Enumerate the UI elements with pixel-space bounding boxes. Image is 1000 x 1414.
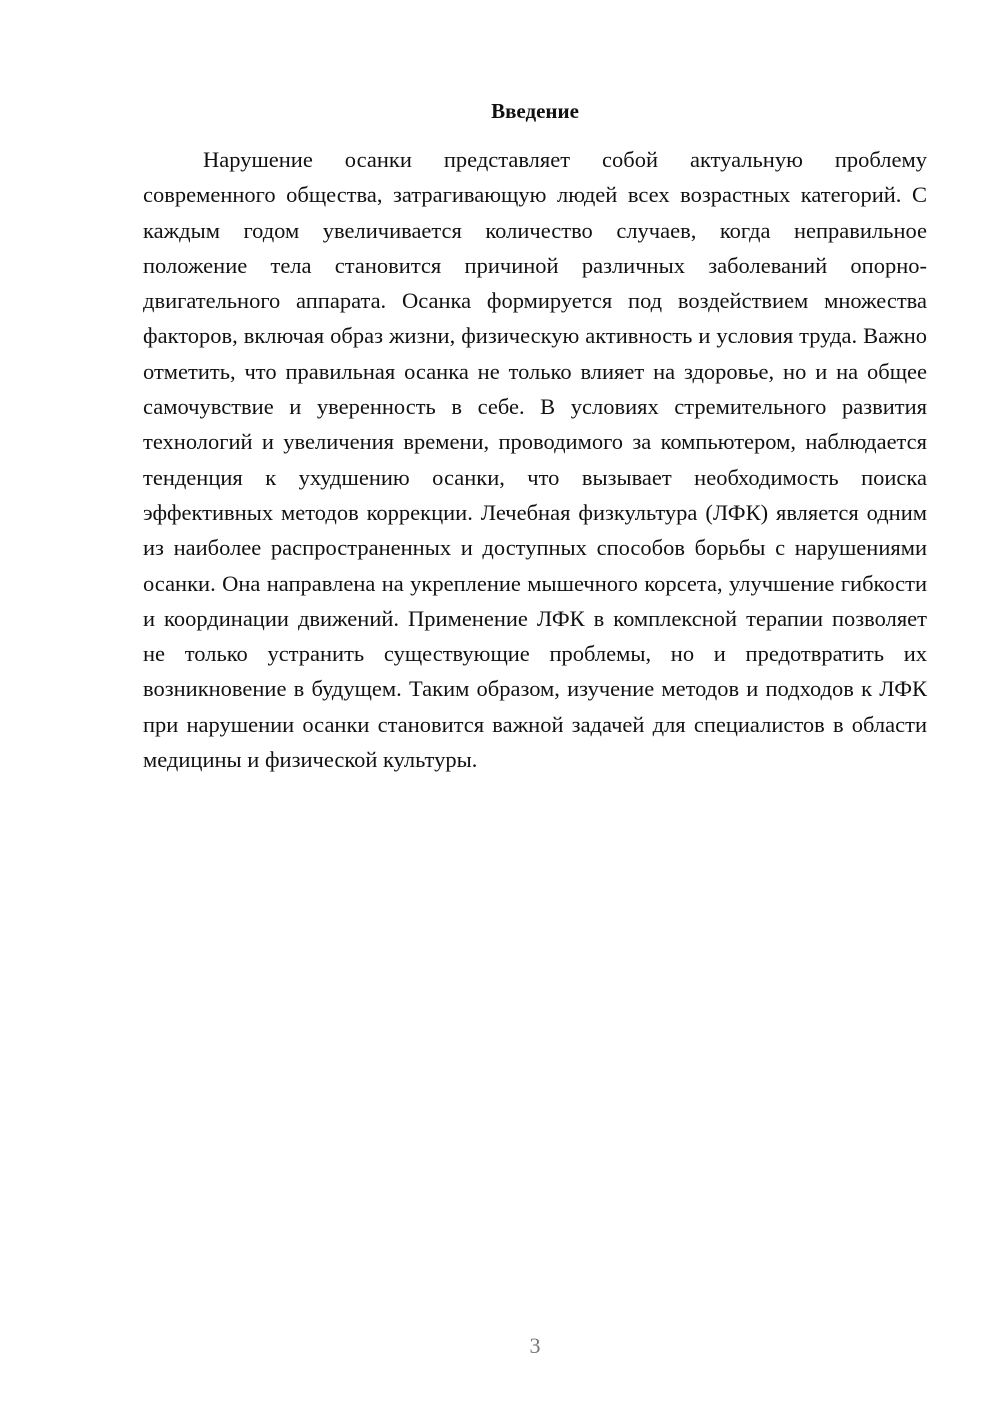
body-paragraph: Нарушение осанки представляет собой актуальную проблему современного общества, затрагивающую людей всех возрастных категорий. С каждым годом увеличивается количество случаев, когда неправильное положение тела становится причиной различных заболеваний опорно-двигательного аппарата. Осанка формируется под воздействием множества факторов, включая образ жизни, физическую активность и условия труда. Важно отметить, что правильная осанка не только влияет на здоровье, но и на общее самочувствие и уверенность в себе. В условиях стремительного развития технологий и увеличения времени, проводимого за компьютером, наблюдается тенденция к ухудшению осанки, что вызывает необходимость поиска эффективных методов коррекции. Лечебная физкультура (ЛФК) является одним из наиболее распространенных и доступных способов борьбы с нарушениями осанки. Она направлена на укрепление мышечного корсета, улучшение гибкости и координации движений. Применение ЛФК в комплексной терапии позволяет не только устранить существующие проблемы, но и предотвратить их возникновение в будущем. Таким образом, изучение методов и подходов к ЛФК при нарушении осанки становится важной задачей для специалистов в области медицины и физической культуры. (143, 147, 927, 773)
section-heading: Введение (491, 99, 579, 123)
page-number: 3 (529, 1333, 541, 1358)
